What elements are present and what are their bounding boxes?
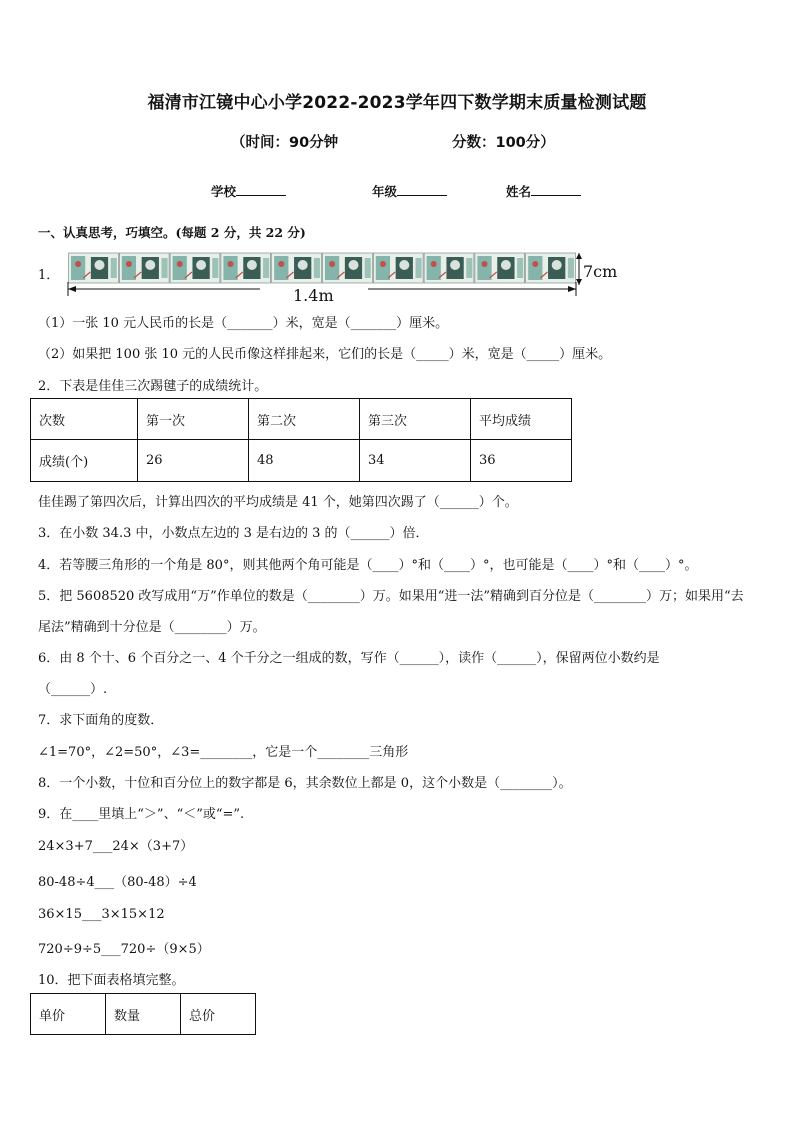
q5-line1: 5．把 5608520 改写成用“万”作单位的数是（________）万。如果用“进一法”精确到百分位是（________）万；如果用“去 xyxy=(38,589,744,604)
q5-line2: 尾法”精确到十分位是（________）万。 xyxy=(38,620,266,635)
table-cell: 第二次 xyxy=(249,399,360,440)
q1-part1: （1）一张 10 元人民币的长是（_______）米，宽是（_______）厘米。 xyxy=(38,316,449,331)
name-blank[interactable] xyxy=(531,183,581,196)
q9-intro: 9．在____里填上“＞”、“＜”或“=”. xyxy=(38,807,245,822)
exam-time: （时间：90分钟 xyxy=(231,135,339,151)
q7-line2: ∠1=70°，∠2=50°，∠3=________，它是一个________三角形 xyxy=(38,745,409,760)
q9-item-2: 80-48÷4___（80-48）÷4 xyxy=(38,875,197,890)
banknotes xyxy=(69,253,576,283)
grade-label: 年级 xyxy=(372,184,398,199)
table-cell: 次数 xyxy=(31,399,138,440)
table-cell: 26 xyxy=(138,440,249,482)
table-cell: 平均成绩 xyxy=(471,399,572,440)
q6-line2: （______）. xyxy=(38,682,108,697)
q1-number: 1． xyxy=(38,268,60,283)
banknote xyxy=(475,253,525,283)
q10-table xyxy=(30,993,256,1035)
banknote xyxy=(69,253,119,283)
banknote xyxy=(119,253,169,283)
q2-intro: 2．下表是佳佳三次踢毽子的成绩统计。 xyxy=(38,379,268,394)
q9-item-4: 720÷9÷5___720÷（9×5） xyxy=(38,942,210,957)
banknote xyxy=(323,253,373,283)
q8-text: 8．一个小数，十位和百分位上的数字都是 6，其余数位上都是 0，这个小数是（________）。 xyxy=(38,776,572,791)
school-field[interactable] xyxy=(211,182,286,200)
table-cell: 成绩(个) xyxy=(31,440,138,482)
table-header-row xyxy=(31,994,256,1035)
q3-text: 3．在小数 34.3 中，小数点左边的 3 是右边的 3 的（______）倍． xyxy=(38,526,429,541)
table-cell: 数量 xyxy=(106,994,181,1035)
banknote xyxy=(272,253,322,283)
q2-question: 佳佳踢了第四次后，计算出四次的平均成绩是 41 个，她第四次踢了（______）个。 xyxy=(38,495,518,510)
q4-text: 4．若等腰三角形的一个角是 80°，则其他两个角可能是（____）°和（____）°，也可能是（____）°和（____）°。 xyxy=(38,558,698,573)
banknote-row-figure xyxy=(68,252,576,284)
table-cell: 单价 xyxy=(31,994,106,1035)
q9-item-3: 36×15___3×15×12 xyxy=(38,907,165,922)
section-1-heading: 一、认真思考，巧填空。(每题 2 分，共 22 分) xyxy=(38,225,306,240)
q6-line1: 6．由 8 个十、6 个百分之一、4 个千分之一组成的数，写作（______），读作（______），保留两位小数约是 xyxy=(38,651,660,666)
banknote xyxy=(170,253,220,283)
width-label: 7cm xyxy=(583,262,618,281)
q7-line1: 7．求下面角的度数． xyxy=(38,713,164,728)
table-row xyxy=(31,440,572,482)
banknote xyxy=(221,253,271,283)
q9-item-1: 24×3+7___24×（3+7） xyxy=(38,839,194,854)
exam-score: 分数：100分） xyxy=(452,135,555,151)
length-label: 1.4m xyxy=(293,286,334,305)
table-cell: 36 xyxy=(471,440,572,482)
banknote xyxy=(526,253,576,283)
q1-part2: （2）如果把 100 张 10 元的人民币像这样排起来，它们的长是（_____）米，宽是（_____）厘米。 xyxy=(38,347,612,362)
page-title: 福清市江镜中心小学2022-2023学年四下数学期末质量检测试题 xyxy=(147,93,647,113)
grade-field[interactable] xyxy=(372,182,447,200)
school-blank[interactable] xyxy=(236,183,286,196)
table-header-row xyxy=(31,399,572,440)
table-cell: 48 xyxy=(249,440,360,482)
banknote xyxy=(424,253,474,283)
q10-intro: 10．把下面表格填完整。 xyxy=(38,973,185,988)
table-cell: 34 xyxy=(360,440,471,482)
school-label: 学校 xyxy=(211,184,237,199)
q2-score-table xyxy=(30,398,572,482)
banknote xyxy=(373,253,423,283)
table-cell: 总价 xyxy=(181,994,256,1035)
name-field[interactable] xyxy=(506,182,581,200)
table-cell: 第一次 xyxy=(138,399,249,440)
name-label: 姓名 xyxy=(506,184,532,199)
table-cell: 第三次 xyxy=(360,399,471,440)
grade-blank[interactable] xyxy=(397,183,447,196)
